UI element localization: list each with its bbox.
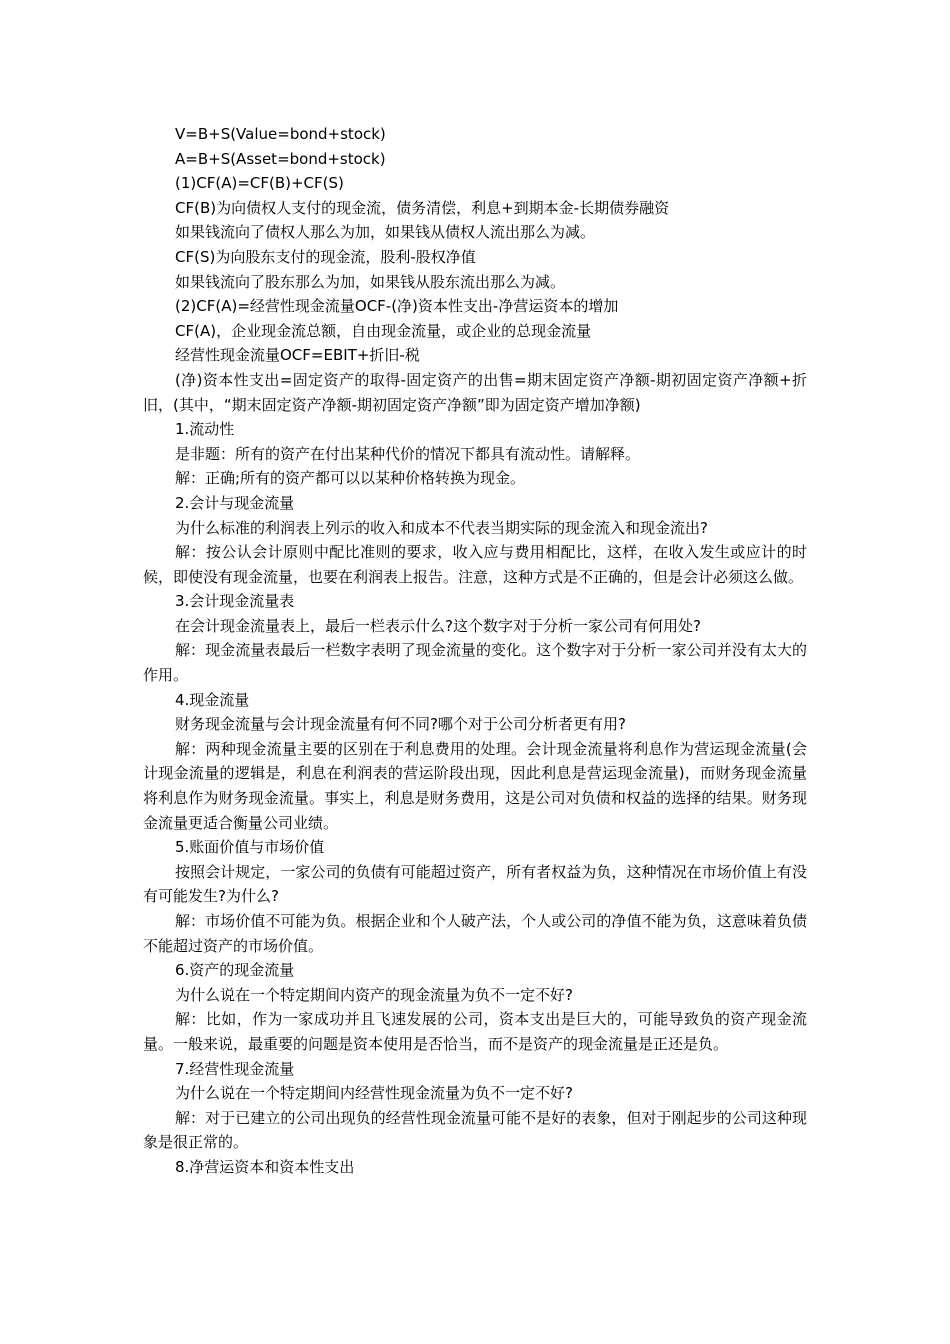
cf-bond-definition: CF(B)为向债权人支付的现金流，债务清偿，利息+到期本金-长期债券融资	[175, 198, 670, 217]
question-2: 为什么标准的利润表上列示的收入和成本不代表当期实际的现金流入和现金流出?	[175, 518, 708, 537]
answer-7: 解：对于已建立的公司出现负的经营性现金流量可能不是好的表象，但对于刚起步的公司这种现象是很正常的。	[143, 1108, 807, 1152]
formula-value: V=B+S(Value=bond+stock)	[175, 125, 386, 143]
question-1: 是非题：所有的资产在付出某种代价的情况下都具有流动性。请解释。	[175, 444, 641, 463]
document-page	[143, 122, 807, 1180]
answer-2: 解：按公认会计原则中配比准则的要求，收入应与费用相配比，这样，在收入发生或应计的时候，即使没有现金流量，也要在利润表上报告。注意，这种方式是不正确的，但是会计必须这么做。	[143, 543, 807, 586]
answer-4: 解：两种现金流量主要的区别在于利息费用的处理。会计现金流量将利息作为营运现金流量(会计现金流量的逻辑是，利息在利润表的营运阶段出现，因此利息是营运现金流量)，而财务现金流量将利息作为财务现金流量。事实上，利息是财务费用，这是公司对负债和权益的选择的结果。财务现金流量更适合衡量公司业绩。	[143, 739, 807, 832]
section-heading-4: 4.现金流量	[175, 690, 250, 709]
formula-capex: (净)资本性支出=固定资产的取得-固定资产的出售=期末固定资产净额-期初固定资产净额+折旧，(其中，“期末固定资产净额-期初固定资产净额”即为固定资产增加净额)	[143, 370, 807, 414]
section-heading-5: 5.账面价值与市场价值	[175, 838, 325, 857]
answer-3: 解：现金流量表最后一栏数字表明了现金流量的变化。这个数字对于分析一家公司并没有太大的作用。	[143, 641, 807, 685]
question-5: 按照会计规定，一家公司的负债有可能超过资产，所有者权益为负，这种情况在市场价值上有没有可能发生?为什么?	[143, 862, 807, 906]
question-6: 为什么说在一个特定期间内资产的现金流量为负不一定不好?	[175, 985, 573, 1004]
section-heading-2: 2.会计与现金流量	[175, 493, 295, 512]
formula-ocf: 经营性现金流量OCF=EBIT+折旧-税	[175, 346, 420, 365]
formula-cf-identity: (1)CF(A)=CF(B)+CF(S)	[175, 174, 344, 193]
answer-5: 解：市场价值不可能为负。根据企业和个人破产法，个人或公司的净值不能为负，这意味着负债不能超过资产的市场价值。	[143, 912, 807, 955]
question-3: 在会计现金流量表上，最后一栏表示什么?这个数字对于分析一家公司有何用处?	[175, 616, 701, 635]
formula-asset: A=B+S(Asset=bond+stock)	[175, 149, 386, 168]
answer-6: 解：比如，作为一家成功并且飞速发展的公司，资本支出是巨大的，可能导致负的资产现金流量。一般来说，最重要的问题是资本使用是否恰当，而不是资产的现金流量是正还是负。	[143, 1010, 807, 1053]
section-heading-3: 3.会计现金流量表	[175, 592, 295, 611]
answer-1: 解：正确;所有的资产都可以以某种价格转换为现金。	[175, 469, 526, 488]
section-heading-7: 7.经营性现金流量	[175, 1059, 295, 1078]
cf-stock-sign-note: 如果钱流向了股东那么为加，如果钱从股东流出那么为减。	[175, 272, 566, 291]
cf-stock-definition: CF(S)为向股东支付的现金流，股利-股权净值	[175, 247, 476, 266]
cf-bond-sign-note: 如果钱流向了债权人那么为加，如果钱从债权人流出那么为减。	[175, 223, 596, 242]
question-4: 财务现金流量与会计现金流量有何不同?哪个对于公司分析者更有用?	[175, 715, 626, 734]
formula-cf-asset: (2)CF(A)=经营性现金流量OCF-(净)资本性支出-净营运资本的增加	[175, 297, 619, 316]
question-7: 为什么说在一个特定期间内经营性现金流量为负不一定不好?	[175, 1084, 573, 1103]
cf-asset-definition: CF(A)，企业现金流总额，自由现金流量，或企业的总现金流量	[175, 321, 592, 340]
section-heading-8: 8.净营运资本和资本性支出	[175, 1157, 355, 1176]
section-heading-1: 1.流动性	[175, 420, 235, 439]
section-heading-6: 6.资产的现金流量	[175, 961, 295, 980]
